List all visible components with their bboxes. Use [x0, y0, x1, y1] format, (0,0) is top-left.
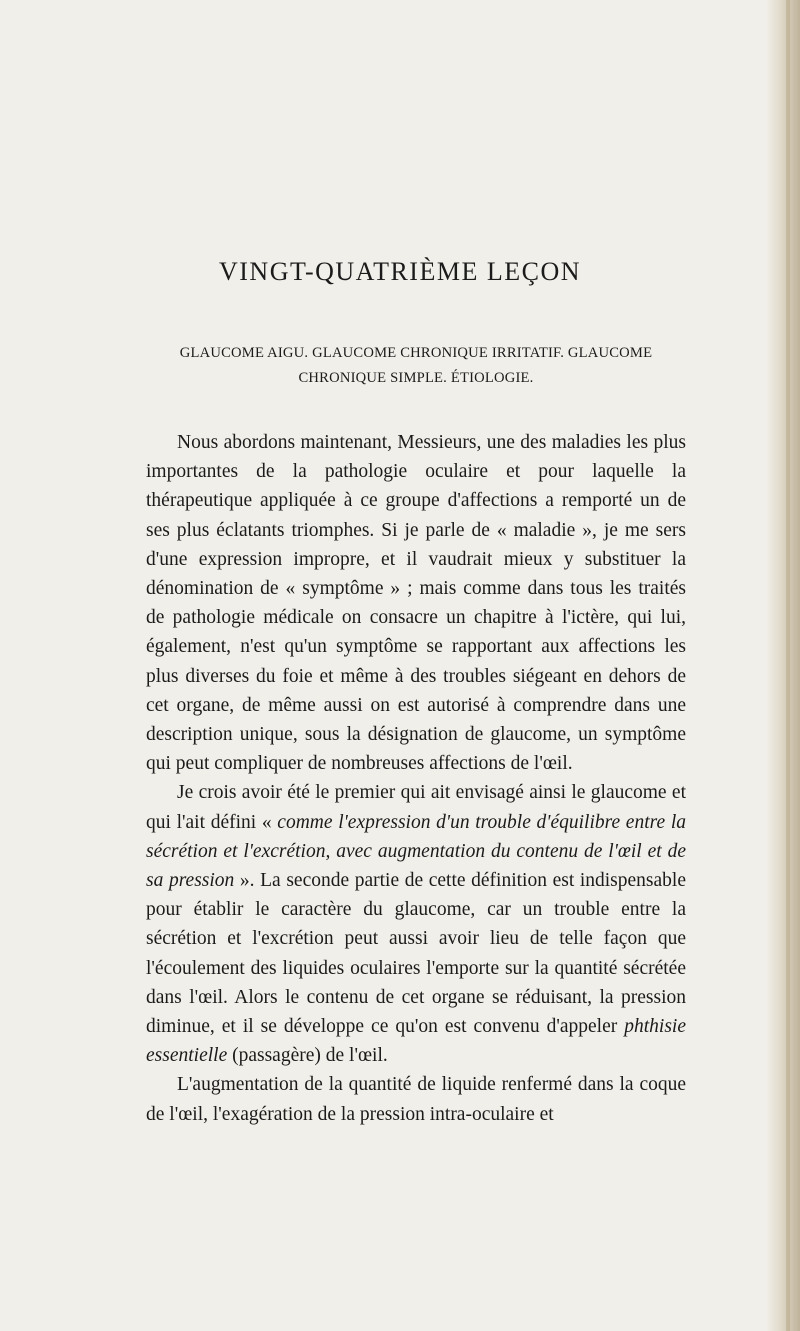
paragraph-definition — [146, 778, 686, 1070]
subtitle-line-2: CHRONIQUE SIMPLE. ÉTIOLOGIE. — [298, 370, 534, 386]
page-edge-shadow — [766, 0, 800, 1331]
paragraph-intro: Nous abordons maintenant, Messieurs, une des maladies les plus importantes de la pathologie oculaire et pour laquelle la thérapeutique appliquée à ce groupe d'affections a remporté un de ses plus éclatants triomphes. Si je parle de « maladie », je me sers d'une expression impropre, et il vaudrait mieux y substituer la dénomination de « symptôme » ; mais comme dans tous les traités de pathologie médicale on consacre un chapitre à l'ictère, qui lui, également, n'est qu'un symptôme se rapportant aux affections les plus diverses du foie et même à des troubles siégeant en dehors de cet organe, de même aussi on est autorisé à comprendre dans une description unique, sous la désignation de glaucome, un symptôme qui peut compliquer de nombreuses affections de l'œil. — [146, 432, 686, 775]
chapter-title: VINGT-QUATRIÈME LEÇON — [218, 257, 581, 286]
definition-lead-in: Je crois avoir été le premier qui ait envisagé ainsi le glaucome et qui l'ait défini « — [146, 782, 686, 833]
glaucoma-definition: comme l'expression d'un trouble d'équilibre entre la sécrétion et l'excrétion, avec augmentation du contenu de l'œil et de sa pression — [146, 811, 686, 892]
paragraph-pressure: L'augmentation de la quantité de liquide renfermé dans la coque de l'œil, l'exagération de la pression intra-oculaire et — [146, 1074, 686, 1125]
definition-ending: (passagère) de l'œil. — [227, 1045, 388, 1067]
subtitle-line-1: GLAUCOME AIGU. GLAUCOME CHRONIQUE IRRITATIF. GLAUCOME — [179, 345, 653, 361]
term-phthisie: phthisie essentielle — [146, 1016, 686, 1067]
lesson-body — [146, 428, 686, 1129]
definition-continuation: ». La seconde partie de cette définition est indispensable pour établir le caractère du glaucome, car un trouble entre la sécrétion et l'excrétion peut aussi avoir lieu de telle façon que l'écoulement des liquides oculaires l'emporte sur la quantité sécrétée dans l'œil. Alors le contenu de cet organe se réduisant, la pression diminue, et il se développe ce qu'on est convenu d'appeler — [146, 870, 686, 1038]
page-edge-line — [786, 0, 790, 1331]
chapter-subtitle — [146, 341, 686, 391]
